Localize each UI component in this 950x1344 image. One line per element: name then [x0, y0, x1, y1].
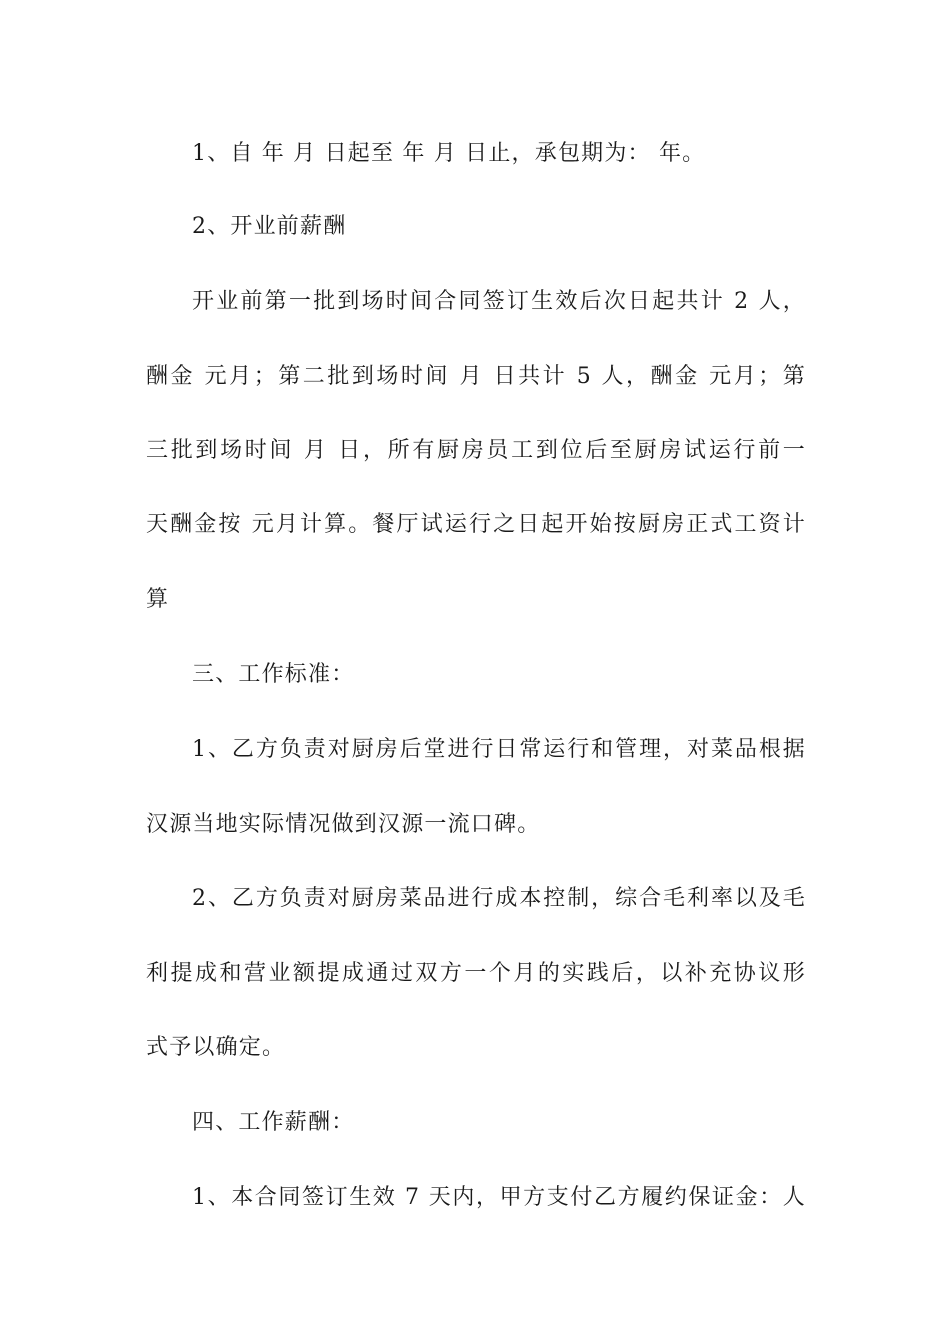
text-line-second-batch: 酬金 元月；第二批到场时间 月 日共计 5 人，酬金 元月；第 [146, 364, 806, 389]
text-line-term: 1、自 年 月 日起至 年 月 日止，承包期为： 年。 [192, 141, 706, 166]
text-line-pay-1: 1、本合同签订生效 7 天内，甲方支付乙方履约保证金：人 [192, 1185, 806, 1210]
text-line-standard-1a: 1、乙方负责对厨房后堂进行日常运行和管理，对菜品根据 [192, 737, 806, 762]
text-line-standard-2b: 利提成和营业额提成通过双方一个月的实践后，以补充协议形 [146, 961, 806, 986]
text-line-standard-1b: 汉源当地实际情况做到汉源一流口碑。 [146, 812, 541, 837]
text-line-third-batch: 三批到场时间 月 日，所有厨房员工到位后至厨房试运行前一 [146, 438, 806, 463]
text-line-standard-2c: 式予以确定。 [146, 1035, 286, 1060]
text-line-trial-run-pay: 天酬金按 元月计算。餐厅试运行之日起开始按厨房正式工资计 [146, 512, 806, 537]
text-line-first-batch: 开业前第一批到场时间合同签订生效后次日起共计 2 人， [192, 289, 806, 314]
text-line-standard-2a: 2、乙方负责对厨房菜品进行成本控制，综合毛利率以及毛 [192, 886, 806, 911]
section-heading-work-pay: 四、工作薪酬： [192, 1110, 355, 1135]
text-line-calc: 算 [146, 587, 170, 612]
section-heading-work-standards: 三、工作标准： [192, 662, 355, 687]
text-line-preopening-pay-heading: 2、开业前薪酬 [192, 214, 347, 239]
